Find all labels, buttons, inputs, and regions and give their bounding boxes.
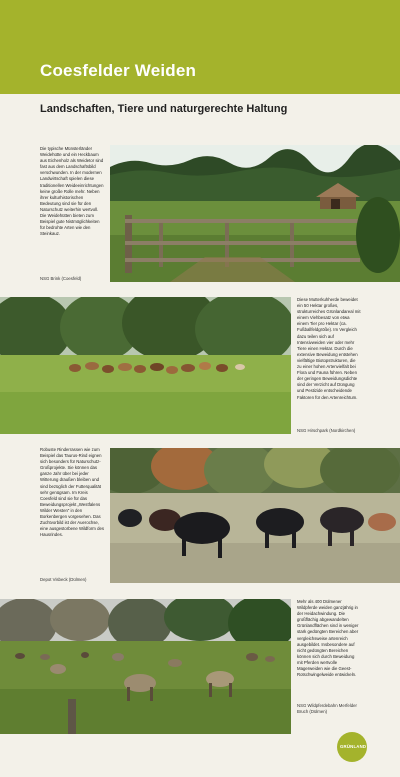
page-subtitle: Landschaften, Tiere und naturgerechte Haltung (40, 103, 288, 115)
photo-wildpferde (0, 599, 291, 734)
photo-weidehuette (110, 145, 400, 282)
photo-mutterkuhherde (0, 297, 291, 434)
gruenland-logo (337, 732, 367, 762)
section-4-caption: NSG Wildpferdebahn Merfelder Bruch (Dülmen) (297, 703, 357, 715)
section-1-text: Die typische Münsterländer Weidehütte und ein Heckbaum aus Eichenholz als Weidetor sind fast aus dem Landschaftsbild verschwunden. In der modernen Landwirtschaft spielen diese traditionellen Weideeinrichtungen keine große Rolle mehr. Neben ihrer kulturhistorischen Bedeutung sind sie für den Naturschutz weiterhin wertvoll. Die Weidehütten bieten zum Beispiel gute Nistmöglichkeiten für bedrohte Arten wie den Steinkauz. (40, 146, 104, 237)
section-1-caption: NSG Brink (Coesfeld) (40, 276, 82, 281)
page-title: Coesfelder Weiden (40, 61, 197, 80)
section-2-caption: NSG Hirschpark (Nordkirchen) (297, 428, 356, 433)
gruenland-logo-text: GRÜNLAND (340, 744, 367, 749)
section-3-text: Robuste Rinderrassen wie zum Beispiel das Taurus-Rind eignen sich besonders für Naturschutz-Großprojekte. Sie können das ganze Jahr über bei jeder Witterung draußen bleiben und sind bezüglich der Futterqualität sehr genügsam. Im Kreis Coesfeld sind sie für das Beweidungsprojekt „Westfalens Wilder Westen“ in den Borkenbergen vorgesehen. Das Zuchtvorbild ist der Auerochse, eine ausgestorbene Wildform des Hausrindes. (40, 447, 105, 538)
section-4-text: Mehr als 400 Dülmener Wildpferde weiden ganzjährig in der Heidachwindung. Die großflächig abgewandelten Grünlandflächen sind in weniger stark gedüngten Bereichen aber vergleichsweise artenreich ausgebildet. Insbesondere auf nicht gedüngten Bereichen können sich durch Beweidung mit Pferden wertvolle Magerweiden wie die Geest-Rotschwingelweide entwickeln. (297, 599, 359, 678)
section-3-caption: Depot Visbeck (Dülmen) (40, 577, 87, 582)
photo-taurus-rinder (110, 448, 400, 583)
section-2-text: Diese Mutterkuhherde beweidet ein 50 Hektar großes, strukturreiches Grünlandareal mit einem Viehbesatz von etwa einem Tier pro Hektar (ca. Fußballfeldgröße). Im Vergleich dazu teilen sich auf Intensivweiden vier oder mehr Tiere einen Hektar. Durch die extensive Beweidung entstehen vielfältige Biotopstrukturen, die zu einer hohen Artenvielfalt bei Flora und Fauna führen. Neben der geringen Beweidungsdichte sind der Verzicht auf Düngung und Pestizide entscheidende Faktoren für den Artenreichtum. (297, 297, 361, 400)
header-banner (0, 0, 400, 94)
